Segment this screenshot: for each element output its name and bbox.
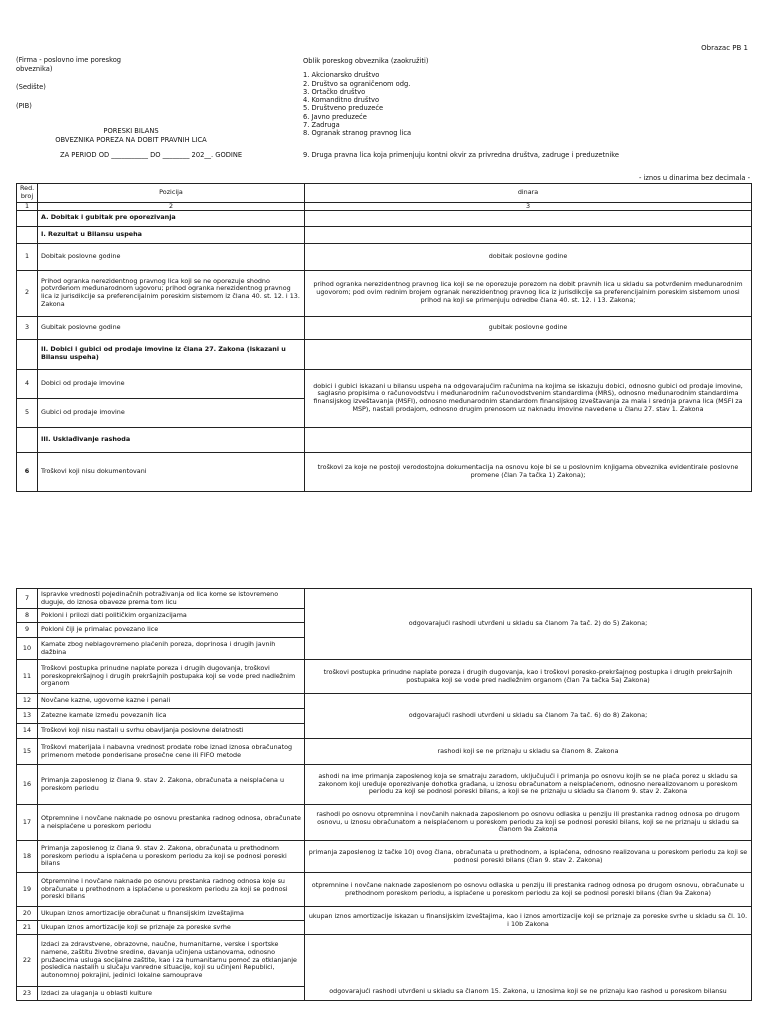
row-number: 8 <box>17 609 38 623</box>
row-number: 13 <box>17 709 38 724</box>
amount-cell[interactable] <box>305 427 752 452</box>
amount-cell[interactable] <box>305 339 752 369</box>
section-a-title: A. Dobitak i gubitak pre oporezivanja <box>38 210 305 226</box>
row-label: Troškovi koji nisu nastali u svrhu obavljanja poslovne delatnosti <box>38 724 305 739</box>
row-number: 7 <box>17 589 38 609</box>
row-description[interactable]: ashodi na ime primanja zaposlenog koja se smatraju zaradom, uključujući i primanja po osnovu kojih se ne plaća porez u skladu sa zakonom koji uređuje oporezivanje dohotka građana, u iznosu obračunatom a neisplaćenom, odnosno nerealizovanom u poreskom periodu za koji se podnosi poreski bilans, a koji se ne priznaju u skladu sa članom 9. stav 2. Zakona <box>305 765 752 805</box>
row-label: Novčane kazne, ugovorne kazne i penali <box>38 694 305 709</box>
title-line-1: PORESKI BILANS <box>103 127 159 135</box>
col-number: 1 <box>17 202 38 210</box>
taxpayer-option[interactable]: 6. Javno preduzeće <box>303 112 367 121</box>
table-row <box>17 316 752 339</box>
section-row <box>17 427 752 452</box>
row-label: Gubici od prodaje imovine <box>38 398 305 427</box>
row-label: Ukupan iznos amortizacije koji se priznaje za poreske svrhe <box>38 921 305 935</box>
row-label: Primanja zaposlenog iz člana 9. stav 2. Zakona, obračunata u prethodnom poreskom periodu a isplaćena u poreskom periodu za koji se podnosi poreski bilans <box>38 841 305 873</box>
row-number: 11 <box>17 660 38 694</box>
row-label: Ispravke vrednosti pojedinačnih potraživanja od lica kome se istovremeno duguje, do iznosa obaveze prema tom licu <box>38 589 305 609</box>
column-number-row <box>17 202 752 210</box>
row-number: 4 <box>17 369 38 398</box>
row-label: Otpremnine i novčane naknade po osnovu prestanka radnog odnosa, obračunate a neisplaćene u poreskom periodu <box>38 805 305 841</box>
row-label: Dobitak poslovne godine <box>38 243 305 270</box>
section-row <box>17 226 752 243</box>
firm-label: (Firma - poslovno ime poreskog obveznika) <box>16 56 122 73</box>
row-label: Otpremnine i novčane naknade po osnovu prestanka radnog odnosa koje su obračunate u prethodnom a isplaćene u poreskom periodu za koji se podnosi poreski bilans <box>38 873 305 907</box>
section-2-title: II. Dobici i gubici od prodaje imovine iz člana 27. Zakona (iskazani u Bilansu uspeha) <box>38 339 305 369</box>
row-description[interactable]: prihod ogranka nerezidentnog pravnog lica koji se ne oporezuje porezom na dobit pravnih lica u skladu sa potvrđenim međunarodnim ugovorom; pod ovim rednim brojem ogranak nerezidentnog pravnog lica iz jurisdikcije sa preferencijalnim poreskim sistemom unosi prihod na koji se primenjuju odredbe člana 40. st. 12. i 13. Zakona; <box>305 270 752 316</box>
row-description[interactable]: odgovarajući rashodi utvrđeni u skladu sa članom 7a tač. 2) do 5) Zakona; <box>305 589 752 660</box>
table-row <box>17 589 752 609</box>
table-row <box>17 841 752 873</box>
row-label: Pokloni i prilozi dati političkim organizacijama <box>38 609 305 623</box>
row-number: 23 <box>17 987 38 1001</box>
row-description[interactable]: odgovarajući rashodi utvrđeni u skladu sa članom 15. Zakona, u iznosima koji se ne priznaju kao rashod u poreskom bilansu <box>305 935 752 1001</box>
table-row <box>17 935 752 987</box>
row-number: 16 <box>17 765 38 805</box>
taxpayer-option[interactable]: 1. Akcionarsko društvo <box>303 71 380 80</box>
row-label: Izdaci za ulaganja u oblasti kulture <box>38 987 305 1001</box>
period-line: ZA PERIOD OD ___________ DO ________ 202__. GODINE <box>60 151 243 159</box>
row-label: Dobici od prodaje imovine <box>38 369 305 398</box>
table-row <box>17 739 752 765</box>
col-number: 3 <box>305 202 752 210</box>
row-description[interactable]: dobici i gubici iskazani u bilansu uspeha na odgovarajućim računima na kojima se iskazuju dobici, odnosno gubici od prodaje imovine, saglasno propisima o računovodstvu i međunarodnim računovodstvenim standardima (MRS), odnosno međunarodnim standardima finansijskog izveštavanja (MSFI), odnosno međunarodnim standardom finansijskog izveštavanja za mala i srednja pravna lica (MSFI za MSP), nastali prodajom, odnosno drugim prenosom uz naknadu imovine navedene u članu 27. stav 1. Zakona <box>305 369 752 427</box>
row-number: 14 <box>17 724 38 739</box>
tax-balance-table-1 <box>16 183 752 492</box>
table-row <box>17 907 752 921</box>
title-line-2: OBVEZNIKA POREZA NA DOBIT PRAVNIH LICA <box>55 135 207 144</box>
row-description[interactable]: gubitak poslovne godine <box>305 316 752 339</box>
taxpayer-option[interactable]: 2. Društvo sa ograničenom odg. <box>303 79 411 88</box>
row-number: 12 <box>17 694 38 709</box>
amount-cell[interactable] <box>305 226 752 243</box>
row-number: 19 <box>17 873 38 907</box>
row-number: 18 <box>17 841 38 873</box>
row-description[interactable]: odgovarajući rashodi utvrđeni u skladu sa članom 7a tač. 6) do 8) Zakona; <box>305 694 752 739</box>
row-description[interactable]: ukupan iznos amortizacije iskazan u finansijskim izveštajima, kao i iznos amortizacije koji se priznaje za poreske svrhe u skladu sa čl. 10. i 10b Zakona <box>305 907 752 935</box>
table-row <box>17 660 752 694</box>
table-row <box>17 873 752 907</box>
row-number: 21 <box>17 921 38 935</box>
taxpayer-option[interactable]: 9. Druga pravna lica koja primenjuju kontni okvir za privredna društva, zadruge i preduzetnike <box>303 151 620 159</box>
col-number: 2 <box>38 202 305 210</box>
table-row <box>17 270 752 316</box>
seat-label: (Sedište) <box>16 83 46 91</box>
table-row <box>17 369 752 398</box>
row-label: Zatezne kamate između povezanih lica <box>38 709 305 724</box>
row-number-empty <box>17 427 38 452</box>
taxpayer-form-list <box>303 57 428 138</box>
row-number: 20 <box>17 907 38 921</box>
taxpayer-option[interactable]: 8. Ogranak stranog pravnog lica <box>303 129 412 138</box>
form-code: Obrazac PB 1 <box>701 44 748 52</box>
row-description[interactable]: troškovi postupka prinudne naplate poreza i drugih dugovanja, kao i troškovi poresko-prekršajnog postupka i drugih prekršajnih postupaka koji se vode pred nadležnim organom (član 7a tačka 5a) Zakona) <box>305 660 752 694</box>
row-number-empty <box>17 339 38 369</box>
header-amount: dinara <box>305 184 752 203</box>
taxpayer-option[interactable]: 7. Zadruga <box>303 121 340 130</box>
pib-label: (PIB) <box>16 102 32 110</box>
row-number: 22 <box>17 935 38 987</box>
table-header-row <box>17 184 752 203</box>
row-description[interactable]: dobitak poslovne godine <box>305 243 752 270</box>
row-description[interactable]: rashodi po osnovu otpremnina i novčanih naknada zaposlenom po osnovu odlaska u penziju ili prestanka radnog odnosa po drugom osnovu, u iznosu obračunatom a neisplaćenom u poreskom periodu za koji se podnosi poreski bilans, koji se ne priznaju u skladu sa članom 9a Zakona <box>305 805 752 841</box>
row-label: Prihod ogranka nerezidentnog pravnog lica koji se ne oporezuje shodno potvrđenom međunarodnom ugovoru; prihod ogranka nerezidentnog pravnog lica iz jurisdikcije sa preferencijalnim poreskim sistemom iz člana 40. st. 12. i 13. Zakona <box>38 270 305 316</box>
row-label: Primanja zaposlenog iz člana 9. stav 2. Zakona, obračunata a neisplaćena u poreskom periodu <box>38 765 305 805</box>
row-number: 6 <box>17 452 38 491</box>
taxpayer-option[interactable]: 5. Društveno preduzeće <box>303 104 384 113</box>
tax-balance-table-2 <box>16 588 752 1001</box>
row-label: Ukupan iznos amortizacije obračunat u finansijskim izveštajima <box>38 907 305 921</box>
row-label: Pokloni čiji je primalac povezano lice <box>38 623 305 638</box>
section-row <box>17 210 752 226</box>
document-title <box>16 127 246 145</box>
row-description[interactable]: otpremnine i novčane naknade zaposlenom po osnovu odlaska u penziju ili prestanka radnog odnosa po drugom osnovu, obračunate u prethodnom poreskom periodu, a isplaćene u poreskom periodu za koji se podnosi poreski bilans (član 9a Zakona) <box>305 873 752 907</box>
row-number: 5 <box>17 398 38 427</box>
row-number: 10 <box>17 638 38 660</box>
row-label: Troškovi postupka prinudne naplate poreza i drugih dugovanja, troškovi poreskoprekršajnog i drugih prekršajnih postupaka koji se vode pred nadležnim organom <box>38 660 305 694</box>
row-number: 2 <box>17 270 38 316</box>
row-number: 3 <box>17 316 38 339</box>
taxpayer-option[interactable]: 3. Ortačko društvo <box>303 87 366 96</box>
amount-cell[interactable] <box>305 210 752 226</box>
row-number: 1 <box>17 243 38 270</box>
table-row <box>17 765 752 805</box>
row-label: Troškovi materijala i nabavna vrednost prodate robe iznad iznosa obračunatog primenom metode ponderisane prosečne cene ili FIFO metode <box>38 739 305 765</box>
taxpayer-option[interactable]: 4. Komanditno društvo <box>303 96 380 105</box>
table-row <box>17 243 752 270</box>
row-number-empty <box>17 210 38 226</box>
row-number: 9 <box>17 623 38 638</box>
row-description[interactable]: troškovi za koje ne postoji verodostojna dokumentacija na osnovu koje bi se u poslovnim knjigama obveznika evidentirale poslovne promene (član 7a tačka 1) Zakona); <box>305 452 752 491</box>
row-number: 15 <box>17 739 38 765</box>
row-label: Gubitak poslovne godine <box>38 316 305 339</box>
table-row <box>17 694 752 709</box>
section-3-title: III. Usklađivanje rashoda <box>38 427 305 452</box>
row-label: Troškovi koji nisu dokumentovani <box>38 452 305 491</box>
header-position: Pozicija <box>38 184 305 203</box>
header-row-number: Red. broj <box>17 184 38 203</box>
row-description[interactable]: rashodi koji se ne priznaju u skladu sa članom 8. Zakona <box>305 739 752 765</box>
row-number-empty <box>17 226 38 243</box>
row-number: 17 <box>17 805 38 841</box>
taxpayer-form-heading: Oblik poreskog obveznika (zaokružiti) <box>303 57 429 65</box>
row-label: Izdaci za zdravstvene, obrazovne, naučne, humanitarne, verske i sportske namene, zaštitu životne sredine, davanja učinjena ustanovama, odnosno pružaocima usluga socijalne zaštite, kao i za humanitarnu pomoć za otklanjanje posledica nastalih u slučaju vanredne situacije, koji su učinjeni Republici, autonomnoj pokrajini, jedinici lokalne samouprave <box>38 935 305 987</box>
table-row <box>17 805 752 841</box>
row-description[interactable]: primanja zaposlenog iz tačke 10) ovog člana, obračunata u prethodnom, a isplaćena, odnosno realizovana u poreskom periodu za koji se podnosi poreski bilans (član 9. stav 2. Zakona) <box>305 841 752 873</box>
section-1-title: I. Rezultat u Bilansu uspeha <box>38 226 305 243</box>
section-row <box>17 339 752 369</box>
table-row <box>17 452 752 491</box>
currency-note: - iznos u dinarima bez decimala - <box>639 174 750 182</box>
row-label: Kamate zbog neblagovremeno plaćenih poreza, doprinosa i drugih javnih dažbina <box>38 638 305 660</box>
